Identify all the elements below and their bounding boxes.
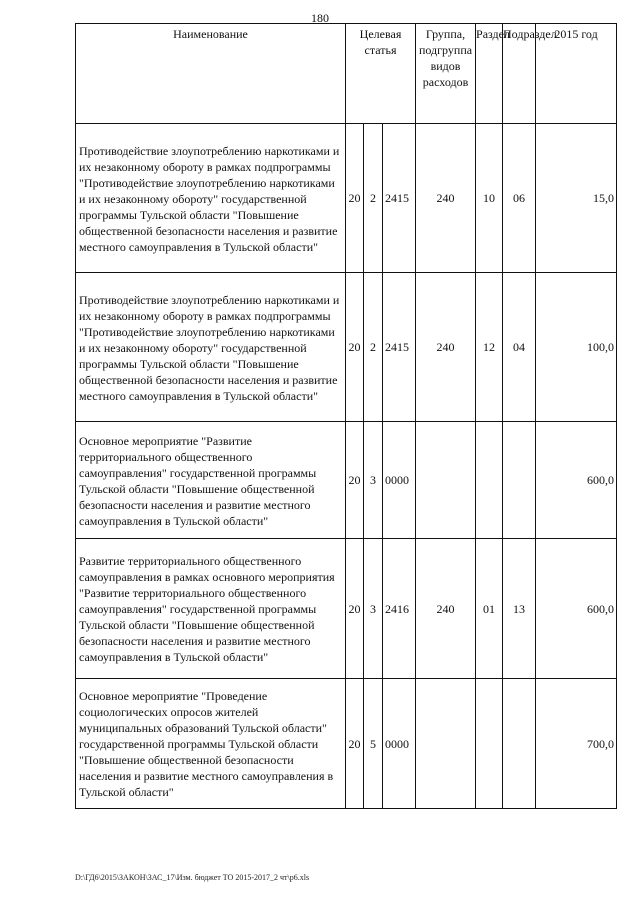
row-subsection (503, 679, 536, 809)
budget-table (75, 23, 617, 809)
row-code-direction: 2416 (383, 539, 416, 679)
row-name: Основное мероприятие "Развитие территориального общественного самоуправления" государственной программы Тульской области "Повышение общественной безопасности населения и развитие местного самоуправления в Тульской области" (76, 422, 346, 539)
footer-file-path: D:\ГД6\2015\ЗАКОН\ЗАС_17\Изм. бюджет ТО 2015-2017_2 чт\р6.xls (75, 873, 310, 882)
row-amount: 600,0 (536, 422, 617, 539)
header-target-article: Целевая статья (346, 24, 416, 124)
table-row (76, 679, 617, 809)
table-header-row (76, 24, 617, 124)
header-name: Наименование (76, 24, 346, 124)
row-code-direction: 2415 (383, 273, 416, 422)
row-name: Развитие территориального общественного самоуправления в рамках основного мероприятия "Развитие территориального общественного самоуправления" государственной программы Тульской области "Повышение общественной безопасности населения и развитие местного самоуправления в Тульской области" (76, 539, 346, 679)
row-name: Основное мероприятие "Проведение социологических опросов жителей муниципальных образований Тульской области" государственной программы Тульской области "Повышение общественной безопасности населения и развитие местного самоуправления в Тульской области" (76, 679, 346, 809)
header-year: 2015 год (536, 24, 617, 124)
table-row (76, 539, 617, 679)
row-amount: 600,0 (536, 539, 617, 679)
row-code-subprogram: 2 (364, 273, 383, 422)
row-code-subprogram: 3 (364, 539, 383, 679)
header-group: Группа, подгруппа видов расходов (416, 24, 476, 124)
header-subsection: Подраздел (503, 24, 536, 124)
row-subsection: 06 (503, 124, 536, 273)
table-row (76, 422, 617, 539)
row-section (476, 679, 503, 809)
row-name: Противодействие злоупотреблению наркотиками и их незаконному обороту в рамках подпрограммы "Противодействие злоупотреблению наркотиками и их незаконному обороту" государственной программы Тульской области "Повышение общественной безопасности населения и развитие местного самоуправления в Тульской области" (76, 273, 346, 422)
row-code-subprogram: 5 (364, 679, 383, 809)
row-group: 240 (416, 273, 476, 422)
row-code-program: 20 (346, 679, 364, 809)
row-code-subprogram: 2 (364, 124, 383, 273)
row-group: 240 (416, 124, 476, 273)
page-number: 180 (311, 11, 329, 25)
header-section: Раздел (476, 24, 503, 124)
row-section: 01 (476, 539, 503, 679)
row-code-direction: 0000 (383, 679, 416, 809)
row-subsection (503, 422, 536, 539)
row-group (416, 422, 476, 539)
row-name: Противодействие злоупотреблению наркотиками и их незаконному обороту в рамках подпрограммы "Противодействие злоупотреблению наркотиками и их незаконному обороту" государственной программы Тульской области "Повышение общественной безопасности населения и развитие местного самоуправления в Тульской области" (76, 124, 346, 273)
row-group (416, 679, 476, 809)
row-amount: 700,0 (536, 679, 617, 809)
table-row (76, 124, 617, 273)
row-subsection: 13 (503, 539, 536, 679)
row-amount: 100,0 (536, 273, 617, 422)
row-code-program: 20 (346, 273, 364, 422)
row-subsection: 04 (503, 273, 536, 422)
row-code-direction: 0000 (383, 422, 416, 539)
row-code-direction: 2415 (383, 124, 416, 273)
row-section (476, 422, 503, 539)
row-section: 10 (476, 124, 503, 273)
row-code-program: 20 (346, 539, 364, 679)
row-code-subprogram: 3 (364, 422, 383, 539)
row-amount: 15,0 (536, 124, 617, 273)
row-section: 12 (476, 273, 503, 422)
row-code-program: 20 (346, 422, 364, 539)
table-row (76, 273, 617, 422)
row-code-program: 20 (346, 124, 364, 273)
row-group: 240 (416, 539, 476, 679)
